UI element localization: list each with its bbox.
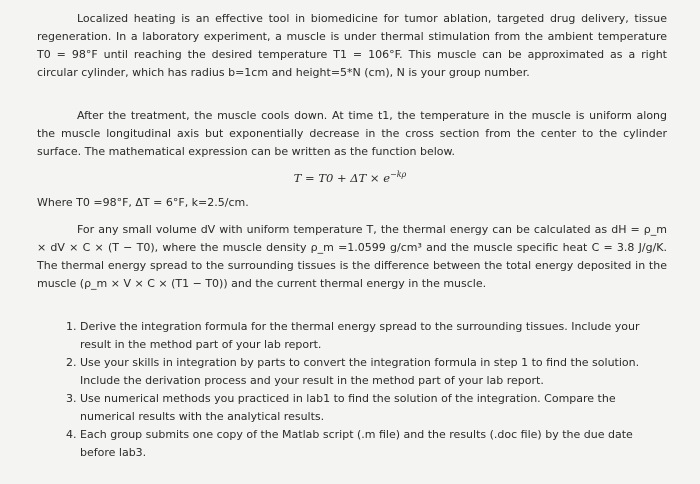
task-item: 3. Use numerical methods you practiced in lab1 to find the solution of the integration. Compare the numerical results with the analytical results. [80, 390, 670, 426]
task-list [58, 318, 670, 462]
cooling-paragraph: After the treatment, the muscle cools down. At time t1, the temperature in the muscle is uniform along the muscle longitudinal axis but exponentially decrease in the cross section from the center to the cylinder surface. The mathematical expression can be written as the function below. [37, 109, 667, 158]
formula-exponent: −kρ [390, 170, 407, 179]
task-item: 2. Use your skills in integration by parts to convert the integration formula in step 1 to find the solution. Include the derivation process and your result in the method part of your lab report. [80, 354, 670, 390]
where-line: Where T0 =98°F, ΔT = 6°F, k=2.5/cm. [37, 196, 249, 209]
intro-paragraph: Localized heating is an effective tool in biomedicine for tumor ablation, targeted drug delivery, tissue regeneration. In a laboratory experiment, a muscle is under thermal stimulation from the ambient temperature T0 = 98°F until reaching the desired temperature T1 = 106°F. This muscle can be approximated as a right circular cylinder, which has radius b=1cm and height=5*N (cm), N is your group number. [37, 12, 667, 79]
energy-paragraph: For any small volume dV with uniform temperature T, the thermal energy can be calculated as dH = ρ_m × dV × C × (T − T0), where the muscle density ρ_m =1.0599 g/cm³ and the muscle specific heat C = 3.8 J/g/K. The thermal energy spread to the surrounding tissues is the difference between the total energy deposited in the muscle (ρ_m × V × C × (T1 − T0)) and the current thermal energy in the muscle. [37, 223, 667, 290]
temperature-formula: $T = T0 + \Delta T \times e^{-k\rho}$ [293, 170, 407, 185]
task-item: 4. Each group submits one copy of the Matlab script (.m file) and the results (.doc file) by the due date before lab3. [80, 426, 670, 462]
task-item: 1. Derive the integration formula for the thermal energy spread to the surrounding tissues. Include your result in the method part of your lab report. [80, 318, 670, 354]
